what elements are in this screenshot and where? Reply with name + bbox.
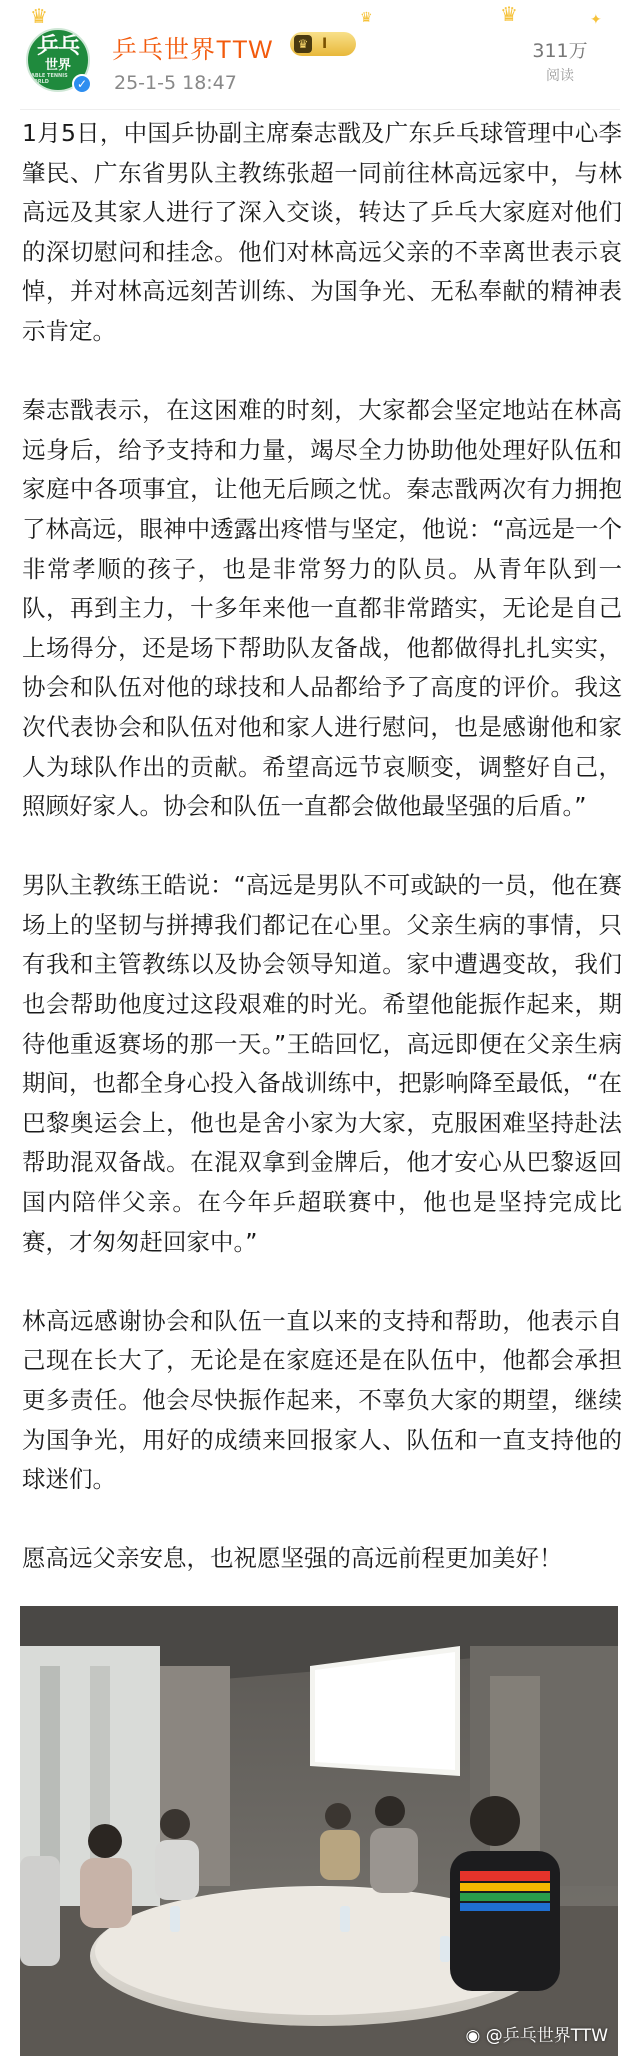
post-paragraph: 秦志戬表示，在这困难的时刻，大家都会坚定地站在林高远身后，给予支持和力量，竭尽全力协助他处理好队伍和家庭中各项事宜，让他无后顾之忧。秦志戬两次有力拥抱了林高远，眼神中透露出疼惜与坚定，他说：“高远是一个非常孝顺的孩子，也是非常努力的队员。从青年队到一队，再到主力，十多年来他一直都非常踏实，无论是自己上场得分，还是场下帮助队友备战，他都做得扎扎实实，协会和队伍对他的球技和人品都给予了高度的评价。我这次代表协会和队伍对他和家人进行慰问，也是感谢他和家人为球队作出的贡献。希望高远节哀顺变，调整好自己，照顾好家人。协会和队伍一直都会做他最坚强的后盾。” <box>22 396 622 821</box>
post-paragraph: 1月5日，中国乒协副主席秦志戬及广东乒乓球管理中心李肇民、广东省男队主教练张超一同前往林高远家中，与林高远及其家人进行了深入交谈，转达了乒乓大家庭对他们的深切慰问和挂念。他们对林高远父亲的不幸离世表示哀悼，并对林高远刻苦训练、为国争光、无私奉献的精神表示肯定。 <box>22 119 622 345</box>
crown-icon: ♛ <box>360 10 373 26</box>
avatar-text: TABLE TENNIS WORLD <box>28 73 68 85</box>
post-paragraph: 愿高远父亲安息，也祝愿坚强的高远前程更加美好！ <box>22 1544 563 1573</box>
meeting-photo-illustration <box>20 1606 618 2056</box>
post-paragraph: 男队主教练王皓说：“高远是男队不可或缺的一员，他在赛场上的坚韧与拼搏我们都记在心里。父亲生病的事情，只有我和主管教练以及协会领导知道。家中遭遇变故，我们也会帮助他度过这段艰难的时光。希望他能振作起来，期待他重返赛场的那一天。”王皓回忆，高远即便在父亲生病期间，也都全身心投入备战训练中，把影响降至最低，“在巴黎奥运会上，他也是舍小家为大家，克服困难坚持赴法帮助混双备战。在混双拿到金牌后，他才安心从巴黎返回国内陪伴父亲。在今年乒超联赛中，他也是坚持完成比赛，才匆匆赶回家中。” <box>22 871 622 1256</box>
watermark-text: @乒乓世界TTW <box>485 2026 608 2046</box>
crown-icon: ✦ <box>590 12 602 28</box>
views-count: 311万 <box>532 40 588 62</box>
vip-crown-icon: ♛ <box>294 35 312 53</box>
post-content <box>22 114 622 1619</box>
crown-icon: ♛ <box>500 2 518 26</box>
post-time: 25-1-5 18:47 <box>114 72 237 94</box>
decoration-crowns <box>0 0 640 32</box>
views-counter <box>520 36 600 85</box>
vip-badge[interactable] <box>290 32 356 56</box>
avatar-text: 乒乓 <box>36 34 79 59</box>
post-header <box>0 0 640 100</box>
username[interactable]: 乒乓世界TTW <box>112 36 274 64</box>
vip-level: I <box>322 36 328 52</box>
post-paragraph: 林高远感谢协会和队伍一直以来的支持和帮助，他表示自己现在长大了，无论是在家庭还是在队伍中，他都会承担更多责任。他会尽快振作起来，不辜负大家的期望，继续为国争光，用好的成绩来回报家人、队伍和一直支持他的球迷们。 <box>22 1306 622 1494</box>
post-photo[interactable] <box>20 1606 618 2056</box>
photo-watermark <box>465 2021 608 2046</box>
crown-icon: ♛ <box>30 4 48 28</box>
avatar-text: 世界 <box>44 58 71 73</box>
verified-icon: ✓ <box>72 74 92 94</box>
divider <box>20 109 620 110</box>
views-label: 阅读 <box>546 68 574 84</box>
weibo-icon: ◉ <box>465 2026 481 2046</box>
